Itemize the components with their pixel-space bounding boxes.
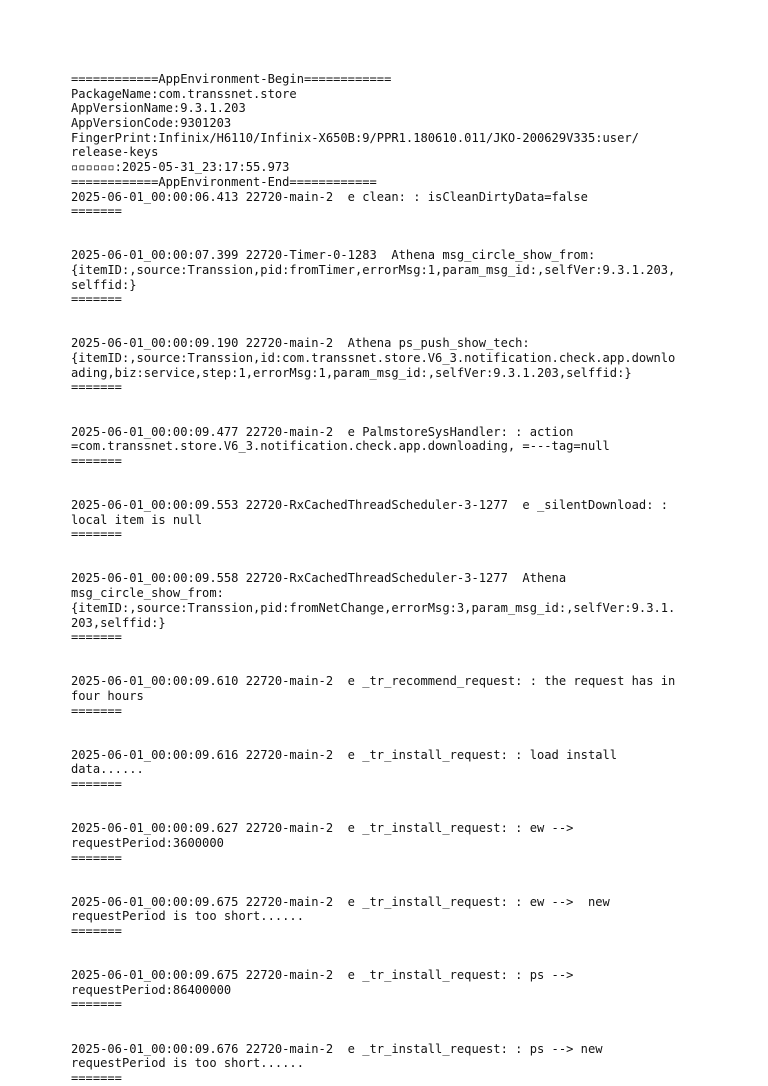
entry-spacer [71, 865, 711, 894]
header-line: AppVersionName:9.3.1.203 [71, 101, 246, 116]
log-line: requestPeriod is too short...... [71, 909, 304, 924]
app-environment-header [71, 72, 711, 190]
log-line: requestPeriod is too short...... [71, 1056, 304, 1071]
header-line: ▫▫▫▫▫▫:2025-05-31_23:17:55.973 [71, 160, 290, 175]
header-line: FingerPrint:Infinix/H6110/Infinix-X650B:9/PPR1.180610.011/JKO-200629V335:user/ [71, 130, 639, 145]
entry-separator: ======= [71, 380, 122, 395]
log-entry [71, 248, 711, 307]
log-entry [71, 748, 711, 792]
log-line: ading,biz:service,step:1,errorMsg:1,param_msg_id:,selfVer:9.3.1.203,selffid:} [71, 365, 632, 380]
log-line: selffid:} [71, 277, 137, 292]
header-line: AppVersionCode:9301203 [71, 116, 232, 131]
entry-spacer [71, 645, 711, 674]
entry-spacer [71, 1012, 711, 1041]
log-line: requestPeriod:3600000 [71, 835, 224, 850]
entry-separator: ======= [71, 630, 122, 645]
log-entry [71, 336, 711, 395]
entry-spacer [71, 939, 711, 968]
entry-separator: ======= [71, 527, 122, 542]
log-entries [71, 190, 711, 1086]
log-entry [71, 498, 711, 542]
header-line: ============AppEnvironment-End============ [71, 174, 377, 189]
log-line: 2025-06-01_00:00:09.616 22720-main-2 e _tr_install_request: : load install [71, 747, 618, 762]
entry-spacer [71, 542, 711, 571]
log-line: {itemID:,source:Transsion,id:com.transsnet.store.V6_3.notification.check.app.downlo [71, 351, 676, 366]
entry-separator: ======= [71, 1070, 122, 1085]
entry-spacer [71, 718, 711, 747]
log-document [71, 72, 711, 1086]
log-entry [71, 425, 711, 469]
entry-separator: ======= [71, 204, 122, 219]
log-line: 2025-06-01_00:00:09.675 22720-main-2 e _tr_install_request: : ps --> [71, 968, 574, 983]
log-entry [71, 821, 711, 865]
log-entry [71, 571, 711, 644]
log-entry [71, 1042, 711, 1086]
log-line: 2025-06-01_00:00:09.676 22720-main-2 e _tr_install_request: : ps --> new [71, 1041, 603, 1056]
log-line: 2025-06-01_00:00:07.399 22720-Timer-0-1283 Athena msg_circle_show_from: [71, 248, 596, 263]
header-line: ============AppEnvironment-Begin============ [71, 72, 392, 86]
log-line: data...... [71, 762, 144, 777]
entry-separator: ======= [71, 777, 122, 792]
log-entry [71, 895, 711, 939]
header-line: PackageName:com.transsnet.store [71, 86, 297, 101]
log-line: 2025-06-01_00:00:09.553 22720-RxCachedThreadScheduler-3-1277 e _silentDownload: : [71, 498, 669, 512]
log-line: =com.transsnet.store.V6_3.notification.check.app.downloading, =---tag=null [71, 439, 610, 454]
log-entry [71, 968, 711, 1012]
entry-separator: ======= [71, 997, 122, 1012]
log-line: 203,selffid:} [71, 615, 166, 630]
log-line: 2025-06-01_00:00:09.627 22720-main-2 e _tr_install_request: : ew --> [71, 821, 574, 836]
entry-spacer [71, 219, 711, 248]
header-line: release-keys [71, 145, 159, 160]
log-line: local item is null [71, 512, 203, 527]
entry-separator: ======= [71, 453, 122, 468]
log-line: requestPeriod:86400000 [71, 982, 232, 997]
entry-separator: ======= [71, 924, 122, 939]
entry-separator: ======= [71, 703, 122, 718]
log-line: 2025-06-01_00:00:06.413 22720-main-2 e clean: : isCleanDirtyData=false [71, 189, 588, 204]
entry-spacer [71, 792, 711, 821]
entry-separator: ======= [71, 850, 122, 865]
log-line: 2025-06-01_00:00:09.675 22720-main-2 e _tr_install_request: : ew --> new [71, 894, 610, 909]
log-line: {itemID:,source:Transsion,pid:fromTimer,errorMsg:1,param_msg_id:,selfVer:9.3.1.203, [71, 262, 676, 277]
log-entry [71, 674, 711, 718]
log-entry [71, 190, 711, 219]
entry-separator: ======= [71, 292, 122, 307]
log-line: four hours [71, 688, 144, 703]
log-line: msg_circle_show_from: [71, 586, 224, 601]
entry-spacer [71, 469, 711, 498]
entry-spacer [71, 307, 711, 336]
log-line: 2025-06-01_00:00:09.477 22720-main-2 e PalmstoreSysHandler: : action [71, 424, 574, 439]
log-line: {itemID:,source:Transsion,pid:fromNetChange,errorMsg:3,param_msg_id:,selfVer:9.3.1. [71, 600, 676, 615]
log-line: 2025-06-01_00:00:09.190 22720-main-2 Athena ps_push_show_tech: [71, 336, 530, 351]
log-line: 2025-06-01_00:00:09.558 22720-RxCachedThreadScheduler-3-1277 Athena [71, 571, 567, 586]
entry-spacer [71, 395, 711, 424]
log-line: 2025-06-01_00:00:09.610 22720-main-2 e _tr_recommend_request: : the request has in [71, 674, 676, 689]
